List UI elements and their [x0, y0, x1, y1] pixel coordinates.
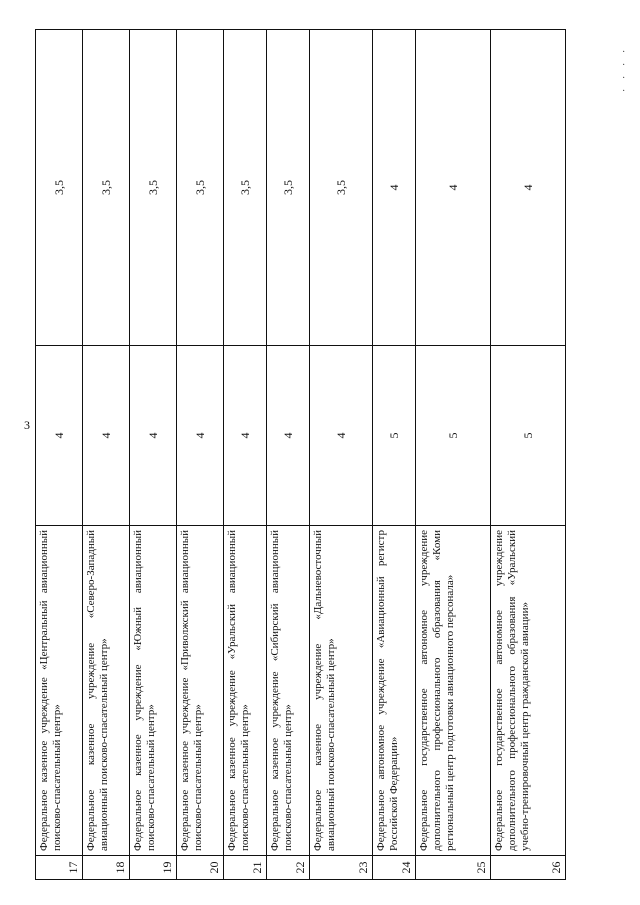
- row-number: 21: [224, 856, 267, 880]
- table-row: [177, 30, 224, 880]
- row-number: 22: [267, 856, 310, 880]
- value-col-b: 4: [416, 30, 491, 346]
- rotated-table-wrapper: [35, 30, 635, 880]
- table-row: [416, 30, 491, 880]
- table-row: [83, 30, 130, 880]
- organization-name: Федеральное государственное автономное учреждение дополнительного профессионального образования «Уральский учебно-тренировочный центр гражданской авиации»: [491, 526, 566, 856]
- table-row: [224, 30, 267, 880]
- organization-name: Федеральное казенное учреждение «Центральный авиационный поисково-спасательный центр»: [36, 526, 83, 856]
- value-col-b: 3,5: [36, 30, 83, 346]
- scan-dot: ·: [622, 60, 626, 71]
- table-row: [36, 30, 83, 880]
- organization-name: Федеральное казенное учреждение «Дальневосточный авиационный поисково-спасательный центр»: [310, 526, 373, 856]
- value-col-b: 3,5: [177, 30, 224, 346]
- value-col-a: 4: [310, 346, 373, 526]
- row-number: 26: [491, 856, 566, 880]
- value-col-a: 5: [491, 346, 566, 526]
- value-col-b: 3,5: [310, 30, 373, 346]
- value-col-b: 3,5: [267, 30, 310, 346]
- value-col-a: 4: [36, 346, 83, 526]
- organization-name: Федеральное казенное учреждение «Уральский авиационный поисково-спасательный центр»: [224, 526, 267, 856]
- value-col-b: 4: [491, 30, 566, 346]
- table-row: [130, 30, 177, 880]
- row-number: 19: [130, 856, 177, 880]
- organizations-table: [35, 29, 566, 880]
- scan-dot: ·: [622, 47, 626, 58]
- row-number: 24: [373, 856, 416, 880]
- table-row: [373, 30, 416, 880]
- row-number: 18: [83, 856, 130, 880]
- row-number: 17: [36, 856, 83, 880]
- scan-dot: ·: [622, 73, 626, 84]
- value-col-a: 4: [130, 346, 177, 526]
- organization-name: Федеральное казенное учреждение «Сибирский авиационный поисково-спасательный центр»: [267, 526, 310, 856]
- organization-name: Федеральное автономное учреждение «Авиационный регистр Российской Федерации»: [373, 526, 416, 856]
- value-col-a: 5: [373, 346, 416, 526]
- value-col-a: 4: [267, 346, 310, 526]
- row-number: 20: [177, 856, 224, 880]
- value-col-a: 4: [83, 346, 130, 526]
- table-row: [310, 30, 373, 880]
- table-row: [491, 30, 566, 880]
- page-number: 3: [24, 418, 30, 432]
- row-number: 25: [416, 856, 491, 880]
- value-col-a: 4: [177, 346, 224, 526]
- value-col-b: 3,5: [224, 30, 267, 346]
- value-col-a: 4: [224, 346, 267, 526]
- organization-name: Федеральное казенное учреждение «Северо-Западный авиационный поисково-спасательный центр»: [83, 526, 130, 856]
- value-col-b: 3,5: [83, 30, 130, 346]
- organization-name: Федеральное казенное учреждение «Приволжский авиационный поисково-спасательный центр»: [177, 526, 224, 856]
- row-number: 23: [310, 856, 373, 880]
- organization-name: Федеральное государственное автономное учреждение дополнительного профессионального образования «Коми региональный центр подготовки авиационного персонала»: [416, 526, 491, 856]
- value-col-a: 5: [416, 346, 491, 526]
- value-col-b: 4: [373, 30, 416, 346]
- scan-dot: ·: [622, 86, 626, 97]
- value-col-b: 3,5: [130, 30, 177, 346]
- organization-name: Федеральное казенное учреждение «Южный авиационный поисково-спасательный центр»: [130, 526, 177, 856]
- table-row: [267, 30, 310, 880]
